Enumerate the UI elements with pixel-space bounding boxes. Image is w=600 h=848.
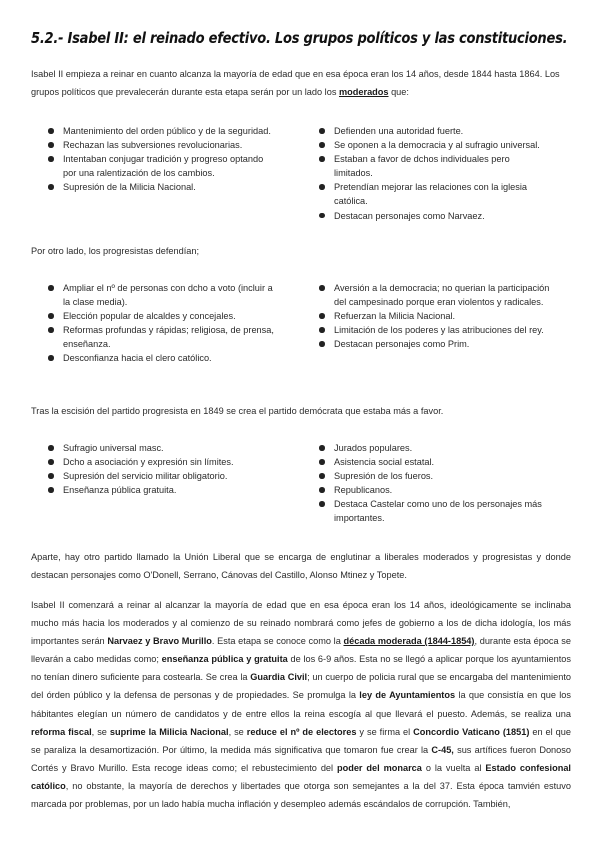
list-item: Republicanos.	[319, 483, 551, 497]
list-item: Jurados populares.	[319, 441, 551, 455]
list-item: Se oponen a la democracia y al sufragio universal.	[319, 138, 551, 152]
moderados-link: moderados	[338, 87, 389, 98]
progresistas-list-right	[319, 281, 551, 351]
list-item: Supresión del servicio militar obligatorio.	[48, 469, 278, 483]
list-item: Estaban a favor de dchos individuales pero limitados.	[319, 152, 551, 180]
list-item: Mantenimiento del orden público y de la seguridad.	[48, 124, 276, 138]
list-item: Limitación de los poderes y las atribuciones del rey.	[319, 323, 551, 337]
list-item: Enseñanza pública gratuita.	[48, 483, 278, 497]
democrata-list-right	[319, 441, 551, 526]
list-item: Intentaban conjugar tradición y progreso optando por una ralentización de los cambios.	[48, 152, 276, 180]
list-item: Asistencia social estatal.	[319, 455, 551, 469]
list-item: Rechazan las subversiones revolucionarias.	[48, 138, 276, 152]
progresistas-list-left	[48, 281, 278, 366]
democrata-intro: Tras la escisión del partido progresista en 1849 se crea el partido demócrata que estaba más a favor.	[31, 406, 444, 416]
list-item: Dcho a asociación y expresión sin límites.	[48, 455, 278, 469]
intro-paragraph: Isabel II empieza a reinar en cuanto alcanza la mayoría de edad que en esa época eran los 14 años, desde 1844 hasta 1864. Los grupos políticos que prevalecerán durante esta etapa serán por un lado los moderados que:	[31, 69, 560, 98]
list-item: Supresión de la Milicia Nacional.	[48, 180, 276, 194]
list-item: Destaca Castelar como uno de los personajes más importantes.	[319, 497, 551, 525]
list-item: Destacan personajes como Narvaez.	[319, 209, 551, 223]
list-item: Reformas profundas y rápidas; religiosa, de prensa, enseñanza.	[48, 323, 278, 351]
list-item: Desconfianza hacia el clero católico.	[48, 351, 278, 365]
list-item: Pretendían mejorar las relaciones con la iglesia católica.	[319, 180, 551, 208]
section-title: 5.2.- Isabel II: el reinado efectivo. Los grupos políticos y las constituciones.	[31, 29, 568, 47]
list-item: Elección popular de alcaldes y concejales.	[48, 309, 278, 323]
moderados-list-right	[319, 124, 551, 223]
list-item: Defienden una autoridad fuerte.	[319, 124, 551, 138]
democrata-list-left	[48, 441, 278, 497]
list-item: Destacan personajes como Prim.	[319, 337, 551, 351]
list-item: Supresión de los fueros.	[319, 469, 551, 483]
union-liberal-paragraph: Aparte, hay otro partido llamado la Unión Liberal que se encarga de englutinar a liberales moderados y progresistas y donde destacan personajes como O'Donell, Serrano, Cánovas del Castillo, Alonso Mtinez y Topete.	[31, 552, 571, 581]
list-item: Sufragio universal masc.	[48, 441, 278, 455]
progresistas-intro: Por otro lado, los progresistas defendían;	[31, 246, 200, 256]
moderados-list-left	[48, 124, 276, 194]
reinado-paragraph: Isabel II comenzará a reinar al alcanzar la mayoría de edad que en esa época eran los 14 años, ideológicamente se inclinaba mucho más hacia los moderados y al comienzo de su reinado nombrará como jefes de gobierno a los de dicha idología, los más importantes serán Narvaez y Bravo Murillo. Esta etapa se conoce como la década moderada (1844-1854), durante esta época se llevarán a cabo medidas como; enseñanza pública y gratuita de los 6-9 años. Esta no se llegó a aplicar porque los ayuntamientos no tenían dinero suficiente para costearla. Se crea la Guardia Civil; un cuerpo de policia rural que se encargaba del mantenimiento del órden público y la defensa de personas y de propiedades. Se promulga la ley de Ayuntamientos la que consistía en que los hábitantes elegían un número de candidatos y de entre ellos la reina escogía al que llevará el puesto. Además, se realiza una reforma fiscal, se suprime la Milicia Nacional, se reduce el nº de electores y se firma el Concordio Vaticano (1851) en el que se paraliza la desamortización. Por último, la medida más significativa que tomaron fue crear la C-45, sus artífices fueron Donoso Cortés y Bravo Murillo. Esta recoge ideas como; el rebustecimiento del poder del monarca o la vuelta al Estado confesional católico, no obstante, la mayoría de derechos y libertades que otorga son semejantes a la del 37. Esta época tamvién estuvo marcada por problemas, por un lado había mucha inflación y desempleo además escándalos de corrupción. También,	[31, 600, 572, 810]
list-item: Refuerzan la Milicia Nacional.	[319, 309, 551, 323]
list-item: Ampliar el nº de personas con dcho a voto (incluir a la clase media).	[48, 281, 278, 309]
list-item: Aversión a la democracia; no querian la participación del campesinado porque eran violentos y radicales.	[319, 281, 551, 309]
